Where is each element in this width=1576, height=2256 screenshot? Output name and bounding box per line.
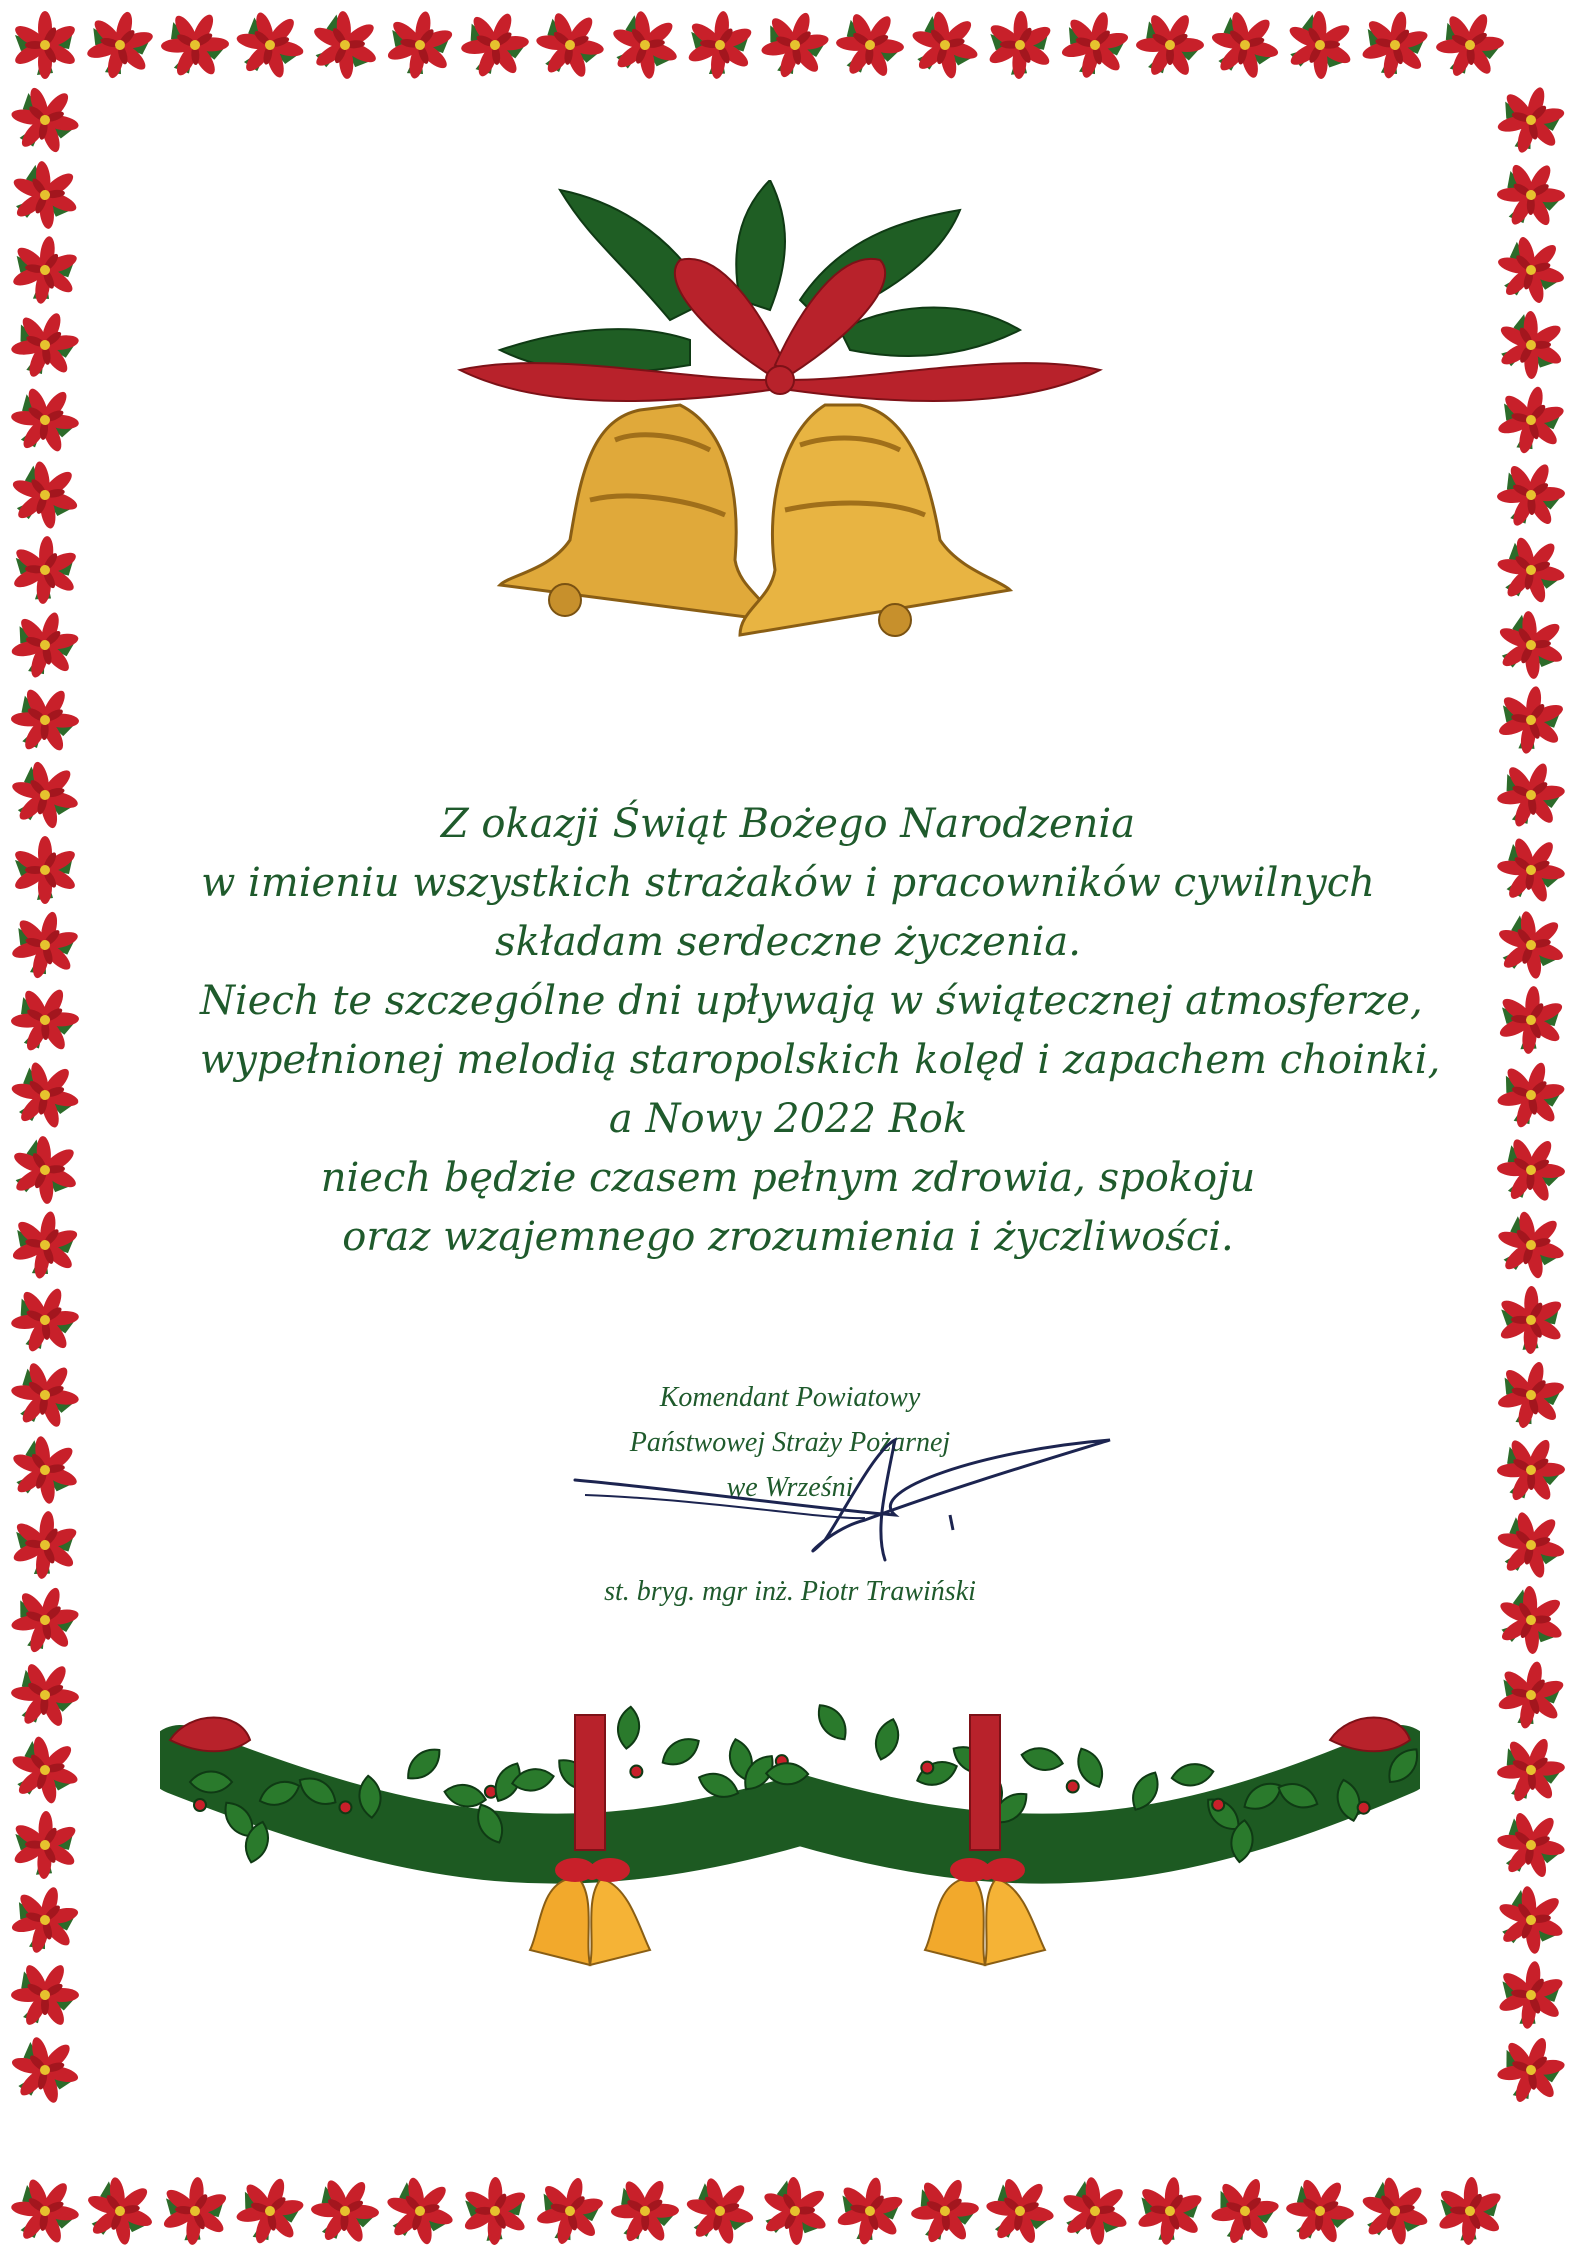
greeting-line: wypełnionej melodią staropolskich kolęd i zapachem choinki, [200, 1037, 1441, 1083]
poinsettia-flower-icon [1484, 1198, 1576, 1293]
poinsettia-flower-icon [0, 373, 92, 467]
poinsettia-flower-icon [10, 534, 80, 606]
holly-leaf [811, 1700, 853, 1745]
poinsettia-flower-icon [1054, 3, 1136, 87]
poinsettia-flower-icon [898, 0, 993, 92]
holly-berry [1212, 1799, 1224, 1811]
poinsettia-flower-icon [9, 1508, 82, 1583]
poinsettia-flower-icon [986, 10, 1054, 80]
poinsettia-flower-icon [298, 0, 391, 91]
holly-berry [921, 1762, 933, 1774]
poinsettia-flower-icon [1486, 1424, 1576, 1515]
poinsettia-flower-icon [1489, 1052, 1573, 1138]
signer-title-line: Komendant Powiatowy [659, 1382, 921, 1413]
greeting-text [200, 795, 1441, 1267]
poinsettia-flower-icon [11, 1810, 79, 1880]
poinsettia-flower-icon [382, 6, 459, 84]
poinsettia-flower-icon [228, 2168, 312, 2254]
poinsettia-flower-icon [1348, 2164, 1443, 2256]
christmas-bells-icon [440, 180, 1120, 680]
poinsettia-flower-icon [150, 0, 240, 90]
poinsettia-flower-icon [831, 2171, 909, 2250]
holly-leaf [914, 1756, 961, 1790]
holly-berry [194, 1799, 206, 1811]
holly-leaf [657, 1732, 704, 1772]
poinsettia-flower-icon [1484, 898, 1576, 992]
poinsettia-flower-icon [1435, 2175, 1504, 2246]
poinsettia-flower-icon [73, 2164, 167, 2256]
poinsettia-flower-icon [3, 602, 87, 687]
holly-leaf [871, 1716, 903, 1762]
poinsettia-flower-icon [1124, 0, 1215, 91]
poinsettia-flower-icon [1487, 751, 1574, 839]
poinsettia-flower-icon [1485, 149, 1576, 241]
holly-berry [339, 1801, 351, 1813]
poinsettia-flower-icon [1484, 1498, 1576, 1593]
poinsettia-flower-icon [451, 1, 539, 90]
poinsettia-flower-icon [0, 1048, 92, 1143]
poinsettia-flower-icon [1490, 78, 1573, 162]
poinsettia-flower-icon [2, 1577, 87, 1663]
poinsettia-flower-icon [0, 2164, 92, 2256]
poinsettia-flower-icon [0, 975, 90, 1066]
poinsettia-flower-icon [752, 2, 837, 88]
poinsettia-flower-icon [1485, 1124, 1576, 1217]
poinsettia-flower-icon [1484, 223, 1576, 318]
poinsettia-flower-icon [1486, 450, 1576, 541]
poinsettia-flower-icon [1484, 1873, 1576, 1967]
poinsettia-flower-icon [1485, 1574, 1576, 1666]
poinsettia-flower-icon [749, 2165, 842, 2256]
poinsettia-flower-icon [1484, 599, 1576, 692]
poinsettia-flower-icon [1, 1276, 89, 1365]
poinsettia-flower-icon [1491, 379, 1570, 460]
poinsettia-flower-icon [0, 448, 92, 542]
poinsettia-flower-icon [1487, 1725, 1575, 1814]
poinsettia-flower-icon [0, 1423, 92, 1517]
poinsettia-flower-icon [80, 4, 160, 86]
poinsettia-flower-icon [299, 2165, 391, 2256]
poinsettia-flower-icon [0, 73, 92, 167]
poinsettia-flower-icon [373, 2164, 468, 2256]
poinsettia-flower-icon [1490, 1354, 1571, 1437]
poinsettia-flower-icon [4, 1878, 86, 1962]
poinsettia-flower-icon [1492, 1655, 1570, 1734]
poinsettia-flower-icon [598, 0, 692, 92]
poinsettia-flower-icon [1484, 1798, 1576, 1892]
holly-berry [630, 1766, 642, 1778]
signer-title-line: we Wrześni [726, 1472, 854, 1503]
poinsettia-flower-icon [684, 8, 757, 83]
handwritten-signature [565, 1420, 1125, 1570]
greeting-line: a Nowy 2022 Rok [608, 1096, 968, 1142]
holly-leaf [401, 1742, 446, 1786]
poinsettia-flower-icon [12, 11, 78, 79]
poinsettia-flower-icon [901, 2166, 989, 2255]
poinsettia-flower-icon [0, 748, 92, 843]
poinsettia-flower-icon [159, 2174, 231, 2247]
greeting-line: oraz wzajemnego zrozumienia i życzliwości. [342, 1214, 1234, 1260]
poinsettia-flower-icon [1048, 2164, 1142, 2256]
holly-leaf [1019, 1745, 1064, 1774]
poinsettia-flower-icon [12, 836, 78, 904]
greeting-line: niech będzie czasem pełnym zdrowia, spokoju [320, 1155, 1256, 1201]
poinsettia-flower-icon [973, 2164, 1067, 2256]
poinsettia-flower-icon [5, 904, 85, 986]
poinsettia-flower-icon [0, 1124, 92, 1217]
poinsettia-flower-icon [223, 0, 317, 92]
holly-berry [1358, 1802, 1370, 1814]
holly-berry [1067, 1781, 1079, 1793]
poinsettia-flower-icon [1493, 681, 1569, 758]
poinsettia-flower-icon [1274, 2164, 1367, 2256]
poinsettia-flower-icon [1485, 299, 1576, 391]
greeting-line: składam serdeczne życzenia. [495, 919, 1081, 965]
poinsettia-flower-icon [1495, 983, 1567, 1056]
poinsettia-flower-icon [0, 674, 91, 767]
poinsettia-flower-icon [0, 148, 92, 241]
poinsettia-flower-icon [7, 1206, 84, 1284]
poinsettia-flower-icon [461, 2176, 528, 2245]
signer-title-line: Państwowej Straży Pożarnej [629, 1427, 951, 1458]
poinsettia-flower-icon [1356, 5, 1435, 85]
poinsettia-flower-icon [523, 0, 617, 92]
poinsettia-flower-icon [1425, 0, 1514, 90]
poinsettia-flower-icon [1198, 0, 1293, 92]
poinsettia-flower-icon [1484, 823, 1576, 917]
poinsettia-flower-icon [824, 0, 917, 92]
holly-leaf [616, 1706, 641, 1750]
poinsettia-flower-icon [600, 2165, 691, 2256]
poinsettia-flower-icon [1274, 0, 1367, 91]
poinsettia-flower-icon [1488, 2026, 1574, 2113]
greeting-line: Z okazji Świąt Bożego Narodzenia [440, 801, 1136, 847]
poinsettia-flower-icon [1497, 1285, 1564, 1354]
holly-garland-icon [160, 1700, 1420, 2000]
holly-leaf [1170, 1761, 1215, 1788]
poinsettia-flower-icon [0, 1648, 91, 1741]
poinsettia-flower-icon [1133, 2173, 1207, 2249]
poinsettia-flower-icon [529, 2170, 610, 2253]
poinsettia-flower-icon [0, 2023, 92, 2118]
greeting-line: Niech te szczególne dni upływają w świątecznej atmosferze, [200, 978, 1423, 1024]
poinsettia-flower-icon [1484, 523, 1576, 618]
poinsettia-flower-icon [8, 232, 83, 309]
poinsettia-flower-icon [673, 2164, 768, 2256]
poinsettia-flower-icon [1494, 1957, 1568, 2033]
signer-name: st. bryg. mgr inż. Piotr Trawiński [604, 1576, 976, 1607]
poinsettia-flower-icon [2, 301, 89, 389]
poinsettia-flower-icon [0, 1949, 91, 2041]
poinsettia-flower-icon [1202, 2167, 1288, 2254]
poinsettia-flower-icon [0, 1348, 92, 1442]
poinsettia-flower-icon [0, 1723, 92, 1817]
greeting-line: w imieniu wszystkich strażaków i pracowników cywilnych [201, 860, 1375, 906]
